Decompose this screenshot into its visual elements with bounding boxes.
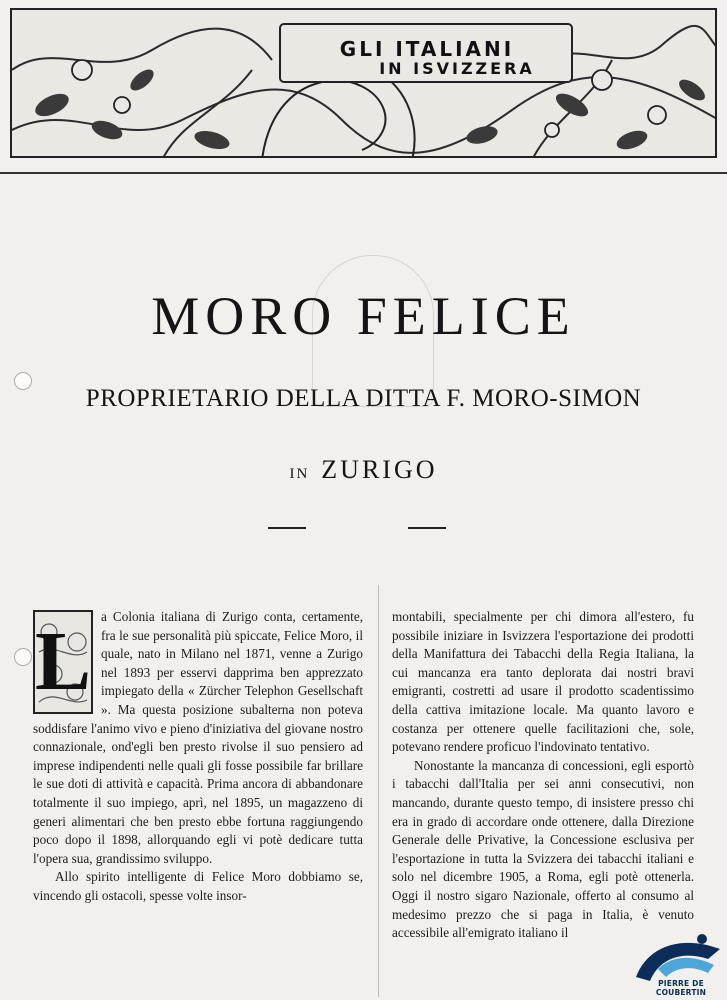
banner-title	[282, 38, 572, 78]
left-paragraph-2: Allo spirito intelligente di Felice Moro dobbiamo se, vincendo gli ostacoli, spesse volte insor-	[33, 869, 363, 903]
banner-title-line1: GLI ITALIANI	[339, 37, 515, 61]
article-city-line	[0, 455, 727, 485]
city-name: ZURIGO	[321, 455, 438, 484]
article-headline: MORO FELICE	[151, 286, 576, 346]
city-preposition: IN	[289, 466, 310, 482]
left-paragraph-1: a Colonia italiana di Zurigo conta, certamente, fra le sue personalità più spiccate, Felice Moro, il quale, nato in Milano nel 1871, venne a Zurigo nel 1893 per esservi dapprima ben apprezzato impiegato della « Zürcher Telephon Gesellschaft ». Ma questa posizione subalterna non poteva soddisfare l'animo vivo e pieno d'iniziativa del giovane nostro connazionale, ond'egli ben presto rivolse il suo pensiero ad imprese indipendenti nelle quali gli fosse possibile far brillare le sue doti di attività e capacità. Prima ancora di abbandonare totalmente il suo impiego, aprì, nel 1895, un magazzeno di generi alimentari che ben presto ebbe fortuna raggiungendo poco dopo il 1898, allorquando egli vi potè dedicare tutta l'opera sua, grandissimo sviluppo.	[33, 609, 363, 866]
watermark-label: PIERRE DE COUBERTIN	[655, 979, 707, 997]
banner-title-line2: IN ISVIZZERA	[379, 59, 535, 78]
right-column	[392, 608, 694, 943]
decorated-initial	[33, 610, 93, 714]
top-rule	[0, 172, 727, 174]
left-divider-dash	[268, 527, 306, 529]
dropcap-letter: L	[35, 615, 92, 708]
article-subtitle: PROPRIETARIO DELLA DITTA F. MORO-SIMON	[85, 385, 642, 412]
column-divider	[378, 585, 379, 997]
right-paragraph-2: Nonostante la mancanza di concessioni, egli esportò i tabacchi dall'Italia per sei anni consecutivi, non mancando, durante questo tempo, di insistere presso chi era in grado di accordare onde ottenere, dalla Direzione Generale delle Privative, la Concessione esclusiva per l'esportazione in tutta la Svizzera dei tabacchi italiani e solo nel dicembre 1905, a Roma, egli potè ottenerla. Oggi il nostro sigaro Nazionale, offerto al consumo al medesimo prezzo che si paga in Italia, è venuto accessibile all'emigrato italiano il	[392, 757, 694, 941]
floral-ornament-icon	[12, 10, 717, 158]
right-paragraph-1: montabili, specialmente per chi dimora all'estero, fu possibile iniziare in Isvizzera l'esportazione dei prodotti della Manifattura dei Tabacchi della Regia Italiana, la cui mancanza era tanto deplorata dai nostri bravi emigranti, costretti ad usare il prodotto scadentissimo della cattiva imitazione locale. Ma quanto lavoro e costanza per ottenere quelle facilitazioni che, sole, potevano rendere proficuo l'indovinato tentativo.	[392, 609, 694, 755]
punch-hole-lower	[14, 648, 32, 666]
ornamental-header-banner	[10, 8, 717, 158]
punch-hole-upper	[14, 372, 32, 390]
left-column	[33, 608, 363, 906]
right-divider-dash	[408, 527, 446, 529]
